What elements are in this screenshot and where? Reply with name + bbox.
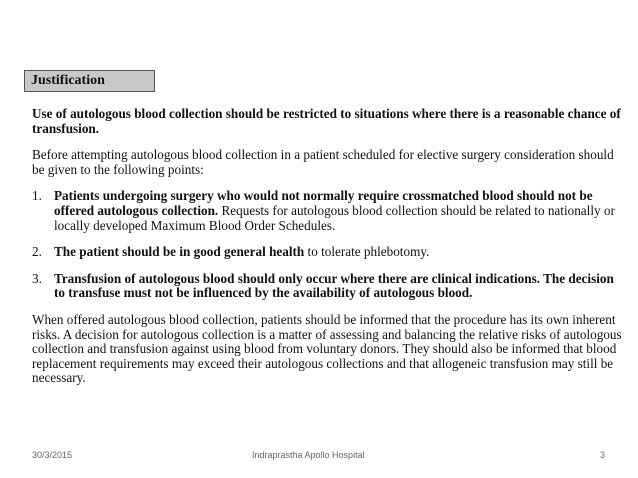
list-item <box>32 272 622 301</box>
points-list <box>32 189 622 301</box>
list-item <box>32 245 622 260</box>
point-bold-text: The patient should be in good general health <box>54 244 305 260</box>
section-heading: Justification <box>24 70 155 92</box>
slide-body <box>32 107 622 398</box>
point-regular-text: to tolerate phlebotomy. <box>304 244 430 260</box>
footer-date: 30/3/2015 <box>32 450 73 460</box>
point-bold-text: Patients undergoing surgery who would not normally require crossmatched blood should not be offered autologous collection. <box>54 188 593 218</box>
list-item <box>32 189 622 233</box>
point-regular-text: Requests for autologous blood collection should be related to nationally or locally developed Maximum Blood Order Schedules. <box>54 202 615 233</box>
intro-statement: Use of autologous blood collection should be restricted to situations where there is a reasonable chance of transfusion. <box>32 106 621 136</box>
point-bold-text: Transfusion of autologous blood should only occur where there are clinical indications. The decision to transfuse must not be influenced by the availability of autologous blood. <box>54 270 614 301</box>
list-number: 2. <box>32 244 42 260</box>
footer-page-number: 3 <box>600 450 606 460</box>
lead-in-paragraph: Before attempting autologous blood collection in a patient scheduled for elective surgery consideration should be given to the following points: <box>32 147 614 177</box>
list-number: 3. <box>32 270 42 286</box>
closing-paragraph: When offered autologous blood collection, patients should be informed that the procedure has its own inherent risks. A decision for autologous collection is a matter of assessing and balancing the relative risks of autologous collection and transfusion against using blood from voluntary donors. They should also be informed that blood replacement requirements may exceed their autologous collections and that allogeneic transfusion may still be necessary. <box>32 311 622 386</box>
footer-organization: Indraprastha Apollo Hospital <box>252 450 365 460</box>
list-number: 1. <box>32 188 42 204</box>
